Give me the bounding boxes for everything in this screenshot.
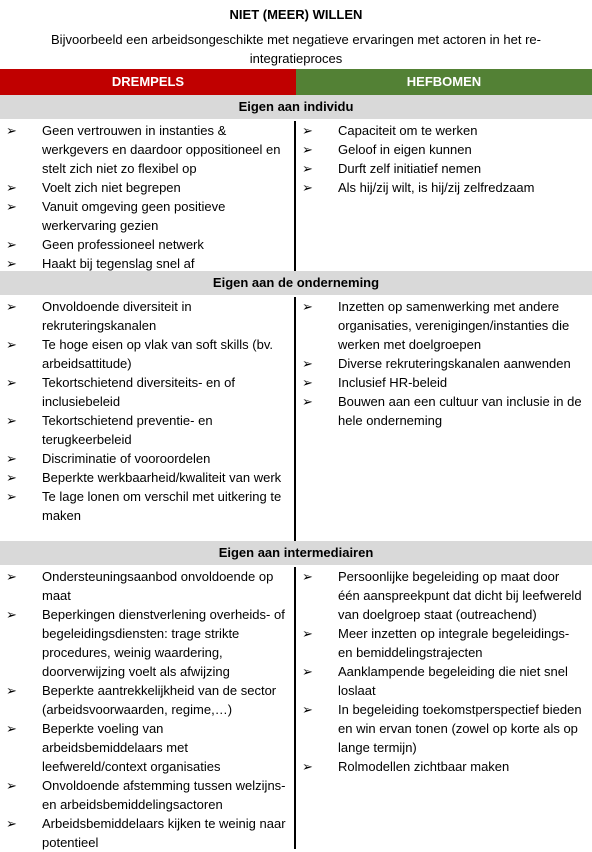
arrow-bullet-icon: ➢	[302, 161, 313, 176]
list-item	[0, 468, 294, 487]
list-item-text: Capaciteit om te werken	[338, 123, 478, 138]
list-item-text: Meer inzetten op integrale begeleidings- en bemiddelingstrajecten	[338, 626, 570, 660]
drempels-column	[0, 121, 296, 291]
arrow-bullet-icon: ➢	[302, 356, 313, 371]
arrow-bullet-icon: ➢	[302, 299, 313, 314]
arrow-bullet-icon: ➢	[302, 664, 313, 679]
list-item	[0, 449, 294, 468]
drempels-column	[0, 297, 296, 543]
arrow-bullet-icon: ➢	[302, 123, 313, 138]
page-title: NIET (MEER) WILLEN	[229, 7, 363, 22]
arrow-bullet-icon: ➢	[302, 759, 313, 774]
list-item	[296, 297, 592, 354]
list-item	[296, 159, 592, 178]
list-item	[0, 121, 294, 178]
list-item	[0, 197, 294, 235]
list-item-text: Haakt bij tegenslag snel af	[42, 256, 195, 271]
arrow-bullet-icon: ➢	[6, 683, 17, 698]
section-individu	[0, 95, 592, 291]
list-item-text: Beperkte aantrekkelijkheid van de sector (arbeidsvoorwaarden, regime,…)	[42, 683, 277, 717]
list-item	[296, 567, 592, 624]
list-item-text: Geen professioneel netwerk	[42, 237, 204, 252]
list-item	[0, 235, 294, 254]
list-item-text: Tekortschietend diversiteits- en of inclusiebeleid	[42, 375, 235, 409]
arrow-bullet-icon: ➢	[302, 375, 313, 390]
list-item	[296, 140, 592, 159]
arrow-bullet-icon: ➢	[6, 569, 17, 584]
arrow-bullet-icon: ➢	[6, 375, 17, 390]
arrow-bullet-icon: ➢	[302, 626, 313, 641]
arrow-bullet-icon: ➢	[6, 199, 17, 214]
arrow-bullet-icon: ➢	[302, 394, 313, 409]
list-item	[296, 757, 592, 776]
list-item-text: Inzetten op samenwerking met andere organisaties, verenigingen/instanties die werken met doelgroepen	[338, 299, 570, 352]
list-item	[0, 719, 294, 776]
arrow-bullet-icon: ➢	[302, 180, 313, 195]
section-onderneming	[0, 271, 592, 543]
list-item	[0, 297, 294, 335]
list-item-text: Persoonlijke begeleiding op maat door één aanspreekpunt dat dicht bij leefwereld van doelgroep staat (outreachend)	[338, 569, 582, 622]
list-item-text: Durft zelf initiatief nemen	[338, 161, 482, 176]
hefbomen-column	[296, 297, 592, 543]
list-item-text: Geloof in eigen kunnen	[338, 142, 472, 157]
list-item	[0, 178, 294, 197]
arrow-bullet-icon: ➢	[302, 702, 313, 717]
list-item-text: Voelt zich niet begrepen	[42, 180, 181, 195]
list-item-text: Beperkte voeling van arbeidsbemiddelaars met leefwereld/context organisaties	[42, 721, 221, 774]
list-item-text: Rolmodellen zichtbaar maken	[338, 759, 510, 774]
list-item	[296, 354, 592, 373]
list-item	[0, 487, 294, 525]
list-item	[0, 373, 294, 411]
arrow-bullet-icon: ➢	[6, 778, 17, 793]
list-item	[0, 681, 294, 719]
arrow-bullet-icon: ➢	[6, 470, 17, 485]
list-item-text: Arbeidsbemiddelaars kijken te weinig naar potentieel	[42, 816, 286, 850]
arrow-bullet-icon: ➢	[6, 256, 17, 271]
section-title: Eigen aan individu	[0, 95, 592, 119]
list-item	[0, 814, 294, 852]
arrow-bullet-icon: ➢	[6, 413, 17, 428]
list-item	[296, 662, 592, 700]
arrow-bullet-icon: ➢	[6, 237, 17, 252]
list-item-text: Discriminatie of vooroordelen	[42, 451, 211, 466]
list-item-text: In begeleiding toekomstperspectief bieden en win ervan tonen (zowel op korte als op lange termijn)	[338, 702, 582, 755]
arrow-bullet-icon: ➢	[6, 123, 17, 138]
list-item	[296, 178, 592, 197]
list-item-text: Inclusief HR-beleid	[338, 375, 448, 390]
section-intermediairen	[0, 541, 592, 849]
section-title: Eigen aan intermediairen	[0, 541, 592, 565]
list-item	[0, 605, 294, 681]
list-item-text: Onvoldoende diversiteit in rekruteringskanalen	[42, 299, 192, 333]
arrow-bullet-icon: ➢	[6, 607, 17, 622]
list-item	[0, 335, 294, 373]
list-item-text: Beperkingen dienstverlening overheids- of begeleidingsdiensten: trage strikte procedures, weinig waardering, doorverwijzing voelt als afwijzing	[42, 607, 285, 679]
list-item	[296, 392, 592, 430]
list-item-text: Geen vertrouwen in instanties & werkgevers en daardoor oppositioneel en stelt zich niet zo flexibel op	[42, 123, 281, 176]
arrow-bullet-icon: ➢	[302, 142, 313, 157]
arrow-bullet-icon: ➢	[6, 451, 17, 466]
list-item-text: Te lage lonen om verschil met uitkering te maken	[42, 489, 282, 523]
list-item-text: Ondersteuningsaanbod onvoldoende op maat	[42, 569, 274, 603]
arrow-bullet-icon: ➢	[6, 816, 17, 831]
header-drempels: DREMPELS	[0, 69, 296, 95]
list-item-text: Tekortschietend preventie- en terugkeerbeleid	[42, 413, 213, 447]
list-item	[0, 411, 294, 449]
page-subtitle: Bijvoorbeeld een arbeidsongeschikte met negatieve ervaringen met actoren in het re-integratieproces	[51, 32, 541, 66]
list-item-text: Onvoldoende afstemming tussen welzijns- en arbeidsbemiddelingsactoren	[42, 778, 286, 812]
arrow-bullet-icon: ➢	[6, 489, 17, 504]
hefbomen-column	[296, 121, 592, 291]
list-item-text: Beperkte werkbaarheid/kwaliteit van werk	[42, 470, 282, 485]
header-hefbomen: HEFBOMEN	[296, 69, 592, 95]
list-item-text: Te hoge eisen op vlak van soft skills (bv. arbeidsattitude)	[42, 337, 273, 371]
list-item	[0, 567, 294, 605]
list-item-text: Aanklampende begeleiding die niet snel loslaat	[338, 664, 568, 698]
list-item-text: Als hij/zij wilt, is hij/zij zelfredzaam	[338, 180, 535, 195]
hefbomen-column	[296, 567, 592, 849]
list-item	[296, 700, 592, 757]
list-item	[296, 624, 592, 662]
section-title: Eigen aan de onderneming	[0, 271, 592, 295]
list-item	[296, 373, 592, 392]
arrow-bullet-icon: ➢	[302, 569, 313, 584]
list-item-text: Bouwen aan een cultuur van inclusie in de hele onderneming	[338, 394, 582, 428]
list-item	[296, 121, 592, 140]
drempels-column	[0, 567, 296, 849]
arrow-bullet-icon: ➢	[6, 721, 17, 736]
list-item	[0, 776, 294, 814]
list-item-text: Vanuit omgeving geen positieve werkervaring gezien	[42, 199, 226, 233]
arrow-bullet-icon: ➢	[6, 180, 17, 195]
arrow-bullet-icon: ➢	[6, 337, 17, 352]
arrow-bullet-icon: ➢	[6, 299, 17, 314]
list-item-text: Diverse rekruteringskanalen aanwenden	[338, 356, 571, 371]
